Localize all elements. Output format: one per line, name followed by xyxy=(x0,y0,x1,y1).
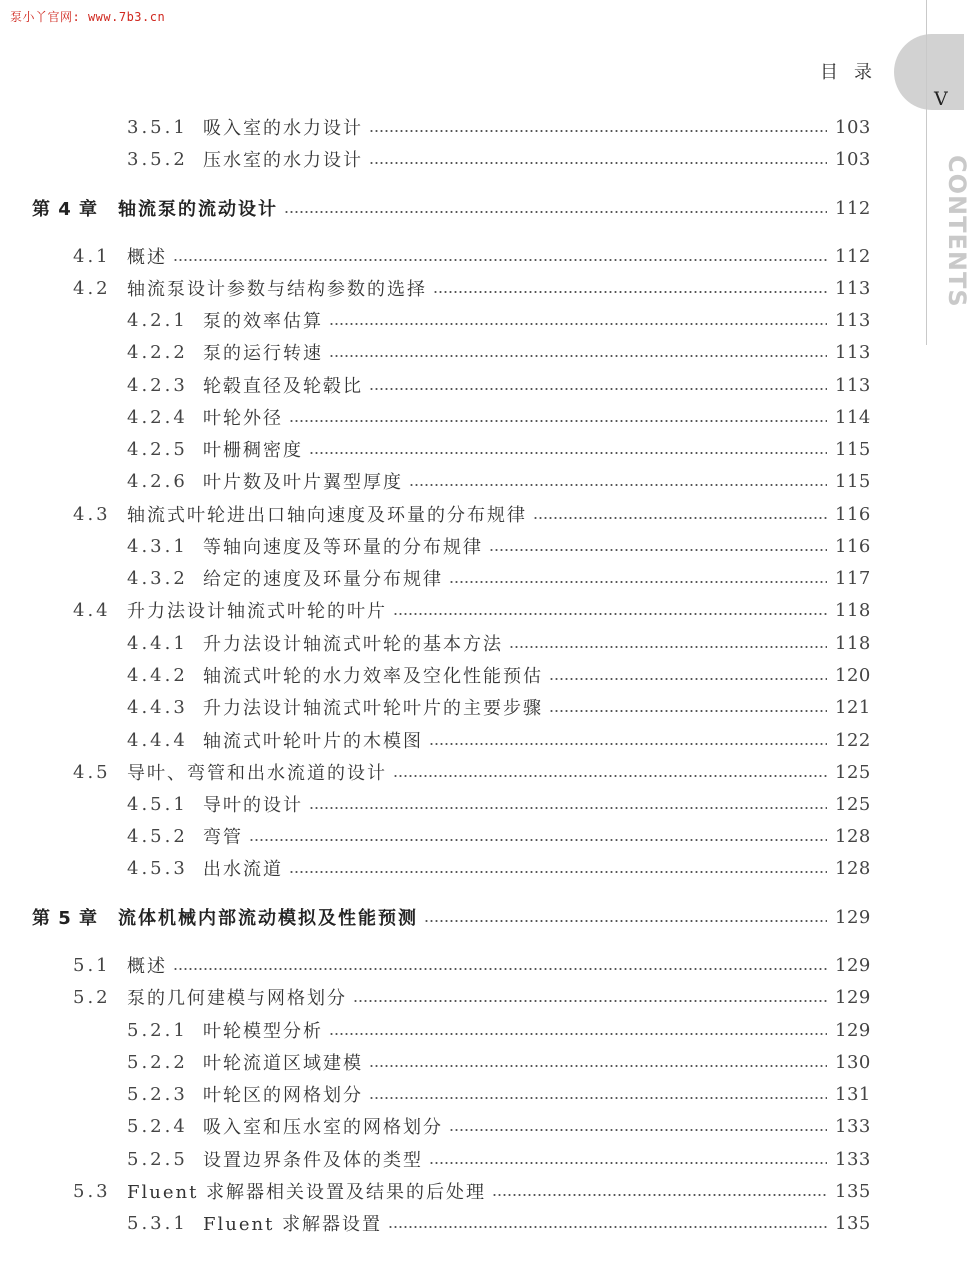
toc-entry-number: 4.5.2 xyxy=(127,825,188,847)
leader-dots xyxy=(429,1162,827,1164)
chapter-number: 第 4 章 xyxy=(32,199,99,220)
toc-entry[interactable] xyxy=(73,501,871,527)
toc-entry-number: 4.4.3 xyxy=(127,696,188,718)
toc-entry[interactable] xyxy=(127,662,871,688)
toc-entry-page: 113 xyxy=(835,341,871,363)
toc-entry-page: 116 xyxy=(835,535,871,557)
toc-entry-title: 叶轮区的网格划分 xyxy=(203,1085,363,1106)
toc-entry[interactable] xyxy=(127,114,871,140)
toc-entry[interactable] xyxy=(73,1178,871,1204)
toc-entry-title: 给定的速度及环量分布规律 xyxy=(203,569,443,590)
toc-entry-number: 4.5.1 xyxy=(127,793,188,815)
toc-entry-title: Fluent 求解器相关设置及结果的后处理 xyxy=(127,1182,487,1203)
toc-entry-number: 4.4.4 xyxy=(127,729,188,751)
toc-entry-page: 128 xyxy=(835,825,871,847)
toc-entry-title: 轴流泵设计参数与结构参数的选择 xyxy=(127,279,427,300)
toc-entry-number: 5.2 xyxy=(73,986,111,1008)
leader-dots xyxy=(509,646,827,648)
toc-entry[interactable] xyxy=(127,339,871,365)
leader-dots xyxy=(289,420,827,422)
toc-entry[interactable] xyxy=(73,952,871,978)
toc-entry[interactable] xyxy=(127,1081,871,1107)
toc-entry-number: 5.2.1 xyxy=(127,1019,188,1041)
toc-entry-page: 129 xyxy=(835,986,871,1008)
leader-dots xyxy=(429,743,827,745)
toc-entry[interactable] xyxy=(127,1049,871,1075)
toc-entry-number: 3.5.2 xyxy=(127,148,188,170)
toc-entry-title: 升力法设计轴流式叶轮的基本方法 xyxy=(203,634,503,655)
leader-dots xyxy=(549,678,827,680)
toc-entry-number: 4.2.6 xyxy=(127,470,188,492)
leader-dots xyxy=(393,613,827,615)
toc-entry[interactable] xyxy=(73,984,871,1010)
toc-entry[interactable] xyxy=(127,694,871,720)
toc-entry[interactable] xyxy=(73,597,871,623)
toc-entry-number: 4.4 xyxy=(73,599,111,621)
toc-entry-title: Fluent 求解器设置 xyxy=(203,1214,383,1235)
toc-entry[interactable] xyxy=(127,1113,871,1139)
toc-entry-number: 5.1 xyxy=(73,954,111,976)
leader-dots xyxy=(449,1129,827,1131)
page-number: V xyxy=(934,88,948,110)
toc-entry-page: 125 xyxy=(835,761,871,783)
toc-entry-number: 4.2.2 xyxy=(127,341,188,363)
toc-entry-page: 128 xyxy=(835,857,871,879)
toc-entry-title: 轴流式叶轮叶片的木模图 xyxy=(203,731,423,752)
toc-entry-number: 5.3.1 xyxy=(127,1212,188,1234)
toc-entry-title: 设置边界条件及体的类型 xyxy=(203,1150,423,1171)
toc-entry-title: 概述 xyxy=(127,956,167,977)
toc-entry-title: 叶栅稠密度 xyxy=(203,440,303,461)
leader-dots xyxy=(329,1033,827,1035)
leader-dots xyxy=(449,581,827,583)
toc-entry-title: 导叶、弯管和出水流道的设计 xyxy=(127,763,387,784)
toc-entry-title: 轴流式叶轮的水力效率及空化性能预估 xyxy=(203,666,543,687)
leader-dots xyxy=(533,517,827,519)
toc-entry-number: 4.2.1 xyxy=(127,309,188,331)
toc-entry-number: 5.2.5 xyxy=(127,1148,188,1170)
toc-entry-number: 4.2.5 xyxy=(127,438,188,460)
toc-entry[interactable] xyxy=(127,146,871,172)
toc-entry-title: 轮毂直径及轮毂比 xyxy=(203,376,363,397)
toc-entry-title: 等轴向速度及等环量的分布规律 xyxy=(203,537,483,558)
toc-entry[interactable] xyxy=(127,823,871,849)
leader-dots xyxy=(284,211,827,213)
toc-entry-title: 概述 xyxy=(127,247,167,268)
toc-entry-title: 叶片数及叶片翼型厚度 xyxy=(203,472,403,493)
leader-dots xyxy=(353,1000,827,1002)
margin-rule xyxy=(926,0,927,345)
toc-entry-title: 叶轮模型分析 xyxy=(203,1021,323,1042)
toc-entry[interactable] xyxy=(127,372,871,398)
toc-entry-page: 135 xyxy=(835,1212,871,1234)
leader-dots xyxy=(388,1226,827,1228)
toc-entry[interactable] xyxy=(73,275,871,301)
toc-entry-number: 4.4.1 xyxy=(127,632,188,654)
toc-entry[interactable] xyxy=(127,791,871,817)
toc-entry-number: 4.5.3 xyxy=(127,857,188,879)
toc-entry-page: 117 xyxy=(835,567,871,589)
toc-entry-number: 4.4.2 xyxy=(127,664,188,686)
chapter-title: 流体机械内部流动模拟及性能预测 xyxy=(118,908,418,929)
toc-entry-number: 4.2.4 xyxy=(127,406,188,428)
toc-entry-page: 135 xyxy=(835,1180,871,1202)
toc-entry-title: 泵的几何建模与网格划分 xyxy=(127,988,347,1009)
leader-dots xyxy=(173,259,827,261)
leader-dots xyxy=(369,162,827,164)
toc-entry[interactable] xyxy=(127,468,871,494)
toc-entry-page: 129 xyxy=(835,906,871,928)
toc-entry-page: 113 xyxy=(835,374,871,396)
leader-dots xyxy=(549,710,827,712)
toc-entry[interactable] xyxy=(73,759,871,785)
toc-chapter-entry[interactable] xyxy=(32,904,871,930)
chapter-title: 轴流泵的流动设计 xyxy=(118,199,278,220)
running-header-title: 目录 xyxy=(820,62,888,83)
toc-entry-page: 112 xyxy=(835,245,871,267)
toc-entry-number: 4.3.1 xyxy=(127,535,188,557)
toc-entry-title: 吸入室和压水室的网格划分 xyxy=(203,1117,443,1138)
leader-dots xyxy=(424,920,827,922)
toc-entry-number: 4.3.2 xyxy=(127,567,188,589)
leader-dots xyxy=(369,1065,827,1067)
toc-entry-page: 115 xyxy=(835,438,871,460)
toc-entry[interactable] xyxy=(127,855,871,881)
toc-entry-page: 118 xyxy=(835,599,871,621)
leader-dots xyxy=(393,775,827,777)
toc-entry-page: 118 xyxy=(835,632,871,654)
leader-dots xyxy=(173,968,827,970)
leader-dots xyxy=(369,1097,827,1099)
toc-entry-title: 叶轮流道区域建模 xyxy=(203,1053,363,1074)
toc-entry-page: 114 xyxy=(835,406,871,428)
toc-entry-page: 131 xyxy=(835,1083,871,1105)
toc-entry-page: 113 xyxy=(835,277,871,299)
toc-entry-number: 3.5.1 xyxy=(127,116,188,138)
toc-entry-page: 113 xyxy=(835,309,871,331)
leader-dots xyxy=(329,355,827,357)
leader-dots xyxy=(249,839,827,841)
toc-entry[interactable] xyxy=(127,1017,871,1043)
toc-entry-title: 泵的效率估算 xyxy=(203,311,323,332)
toc-entry-page: 125 xyxy=(835,793,871,815)
toc-entry-page: 120 xyxy=(835,664,871,686)
watermark-text: 泵小丫官网: www.7b3.cn xyxy=(10,10,166,24)
leader-dots xyxy=(309,807,827,809)
leader-dots xyxy=(369,388,827,390)
toc-entry-title: 出水流道 xyxy=(203,859,283,880)
toc-entry-page: 122 xyxy=(835,729,871,751)
toc-entry-number: 5.3 xyxy=(73,1180,111,1202)
toc-entry-title: 叶轮外径 xyxy=(203,408,283,429)
toc-entry-page: 133 xyxy=(835,1148,871,1170)
leader-dots xyxy=(409,484,827,486)
toc-entry-title: 吸入室的水力设计 xyxy=(203,118,363,139)
leader-dots xyxy=(309,452,827,454)
toc-entry-page: 115 xyxy=(835,470,871,492)
toc-entry[interactable] xyxy=(127,436,871,462)
leader-dots xyxy=(329,323,827,325)
toc-entry-title: 压水室的水力设计 xyxy=(203,150,363,171)
toc-entry-number: 4.2.3 xyxy=(127,374,188,396)
contents-side-label: CONTENTS xyxy=(943,155,971,308)
toc-entry-number: 4.1 xyxy=(73,245,111,267)
toc-entry-title: 泵的运行转速 xyxy=(203,343,323,364)
toc-entry-number: 4.3 xyxy=(73,503,111,525)
toc-entry-number: 4.2 xyxy=(73,277,111,299)
toc-chapter-entry[interactable] xyxy=(32,195,871,221)
leader-dots xyxy=(492,1194,827,1196)
leader-dots xyxy=(289,871,827,873)
toc-entry[interactable] xyxy=(127,630,871,656)
leader-dots xyxy=(369,130,827,132)
toc-entry-page: 103 xyxy=(835,148,871,170)
toc-entry-title: 升力法设计轴流式叶轮的叶片 xyxy=(127,601,387,622)
toc-entry-page: 130 xyxy=(835,1051,871,1073)
toc-entry[interactable] xyxy=(127,727,871,753)
toc-entry-title: 弯管 xyxy=(203,827,243,848)
leader-dots xyxy=(489,549,827,551)
toc-entry-title: 轴流式叶轮进出口轴向速度及环量的分布规律 xyxy=(127,505,527,526)
toc-entry-number: 5.2.4 xyxy=(127,1115,188,1137)
toc-entry[interactable] xyxy=(73,243,871,269)
toc-entry[interactable] xyxy=(127,307,871,333)
toc-entry-title: 导叶的设计 xyxy=(203,795,303,816)
toc-entry-page: 129 xyxy=(835,1019,871,1041)
toc-entry-number: 5.2.2 xyxy=(127,1051,188,1073)
toc-entry[interactable] xyxy=(127,533,871,559)
toc-entry-page: 103 xyxy=(835,116,871,138)
toc-entry-page: 121 xyxy=(835,696,871,718)
toc-entry-title: 升力法设计轴流式叶轮叶片的主要步骤 xyxy=(203,698,543,719)
toc-entry-number: 4.5 xyxy=(73,761,111,783)
toc-entry[interactable] xyxy=(127,1210,871,1236)
chapter-number: 第 5 章 xyxy=(32,908,99,929)
toc-entry[interactable] xyxy=(127,565,871,591)
corner-tab-decoration xyxy=(894,34,964,110)
toc-entry-number: 5.2.3 xyxy=(127,1083,188,1105)
toc-entry-page: 112 xyxy=(835,197,871,219)
toc-entry-page: 116 xyxy=(835,503,871,525)
toc-entry-page: 133 xyxy=(835,1115,871,1137)
toc-entry-page: 129 xyxy=(835,954,871,976)
toc-entry[interactable] xyxy=(127,404,871,430)
leader-dots xyxy=(433,291,827,293)
toc-entry[interactable] xyxy=(127,1146,871,1172)
